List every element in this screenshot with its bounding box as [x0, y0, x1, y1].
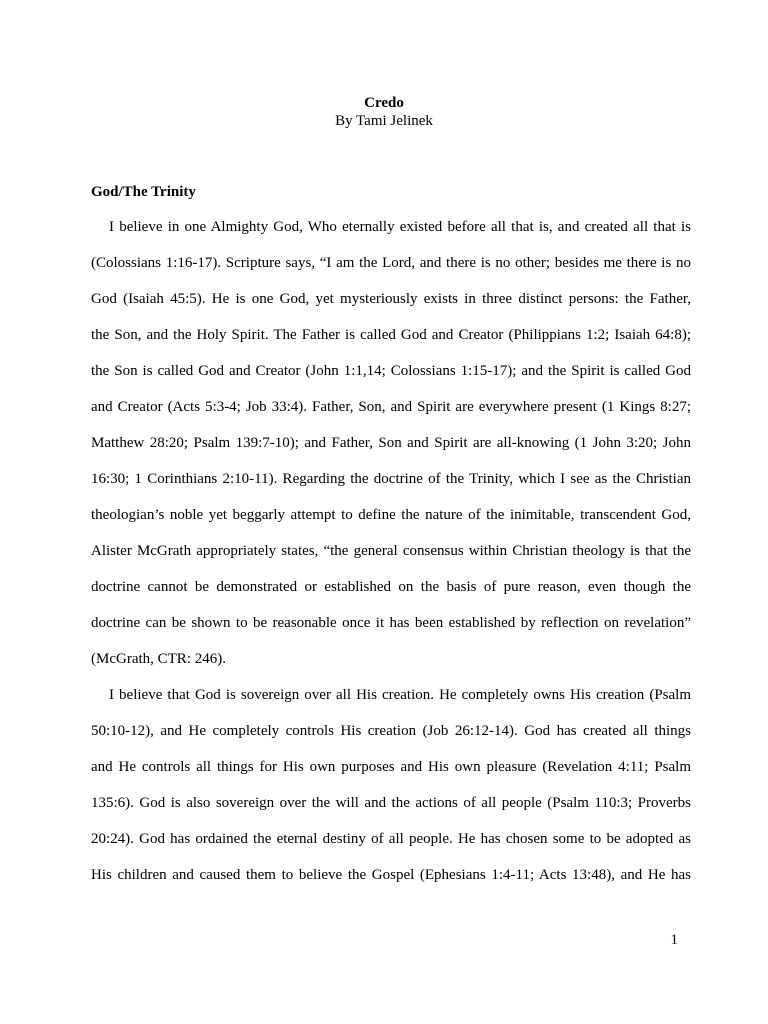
paragraph-line: 20:24). God has ordained the eternal destiny of all people. He has chosen some to be adopted as — [91, 831, 691, 847]
paragraph-line: and Creator (Acts 5:3-4; Job 33:4). Father, Son, and Spirit are everywhere present (1 Kings 8:27; — [91, 399, 691, 415]
paragraph-line: doctrine can be shown to be reasonable once it has been established by reflection on revelation” — [91, 615, 691, 631]
paragraph-line: I believe in one Almighty God, Who eternally existed before all that is, and created all that is — [109, 219, 691, 235]
document-title: Credo — [364, 95, 404, 111]
paragraph-line: 135:6). God is also sovereign over the will and the actions of all people (Psalm 110:3; Proverbs — [91, 795, 691, 811]
paragraph-line: Matthew 28:20; Psalm 139:7-10); and Father, Son and Spirit are all-knowing (1 John 3:20; John — [91, 435, 691, 451]
paragraph-line: His children and caused them to believe the Gospel (Ephesians 1:4-11; Acts 13:48), and He has — [91, 867, 691, 883]
section-heading: God/The Trinity — [91, 184, 196, 200]
paragraph-line: I believe that God is sovereign over all His creation. He completely owns His creation (Psalm — [109, 687, 691, 703]
paragraph-line: Alister McGrath appropriately states, “the general consensus within Christian theology is that the — [91, 543, 691, 559]
paragraph-line: (Colossians 1:16-17). Scripture says, “I am the Lord, and there is no other; besides me there is no — [91, 255, 691, 271]
page-number: 1 — [670, 932, 678, 948]
paragraph-line: doctrine cannot be demonstrated or established on the basis of pure reason, even though the — [91, 579, 691, 595]
paragraph-line: the Son is called God and Creator (John 1:1,14; Colossians 1:15-17); and the Spirit is called God — [91, 363, 691, 379]
paragraph-line: 16:30; 1 Corinthians 2:10-11). Regarding the doctrine of the Trinity, which I see as the Christian — [91, 471, 691, 487]
paragraph-line: God (Isaiah 45:5). He is one God, yet mysteriously exists in three distinct persons: the Father, — [91, 291, 691, 307]
paragraph-line: and He controls all things for His own purposes and His own pleasure (Revelation 4:11; Psalm — [91, 759, 691, 775]
paragraph-line: theologian’s noble yet beggarly attempt to define the nature of the inimitable, transcendent God, — [91, 507, 691, 523]
body-text — [91, 209, 691, 893]
document-author: By Tami Jelinek — [335, 113, 433, 129]
paragraph-line: the Son, and the Holy Spirit. The Father is called God and Creator (Philippians 1:2; Isaiah 64:8); — [91, 327, 691, 343]
paragraph-line: 50:10-12), and He completely controls His creation (Job 26:12-14). God has created all things — [91, 723, 691, 739]
paragraph-line: (McGrath, CTR: 246). — [91, 651, 226, 667]
